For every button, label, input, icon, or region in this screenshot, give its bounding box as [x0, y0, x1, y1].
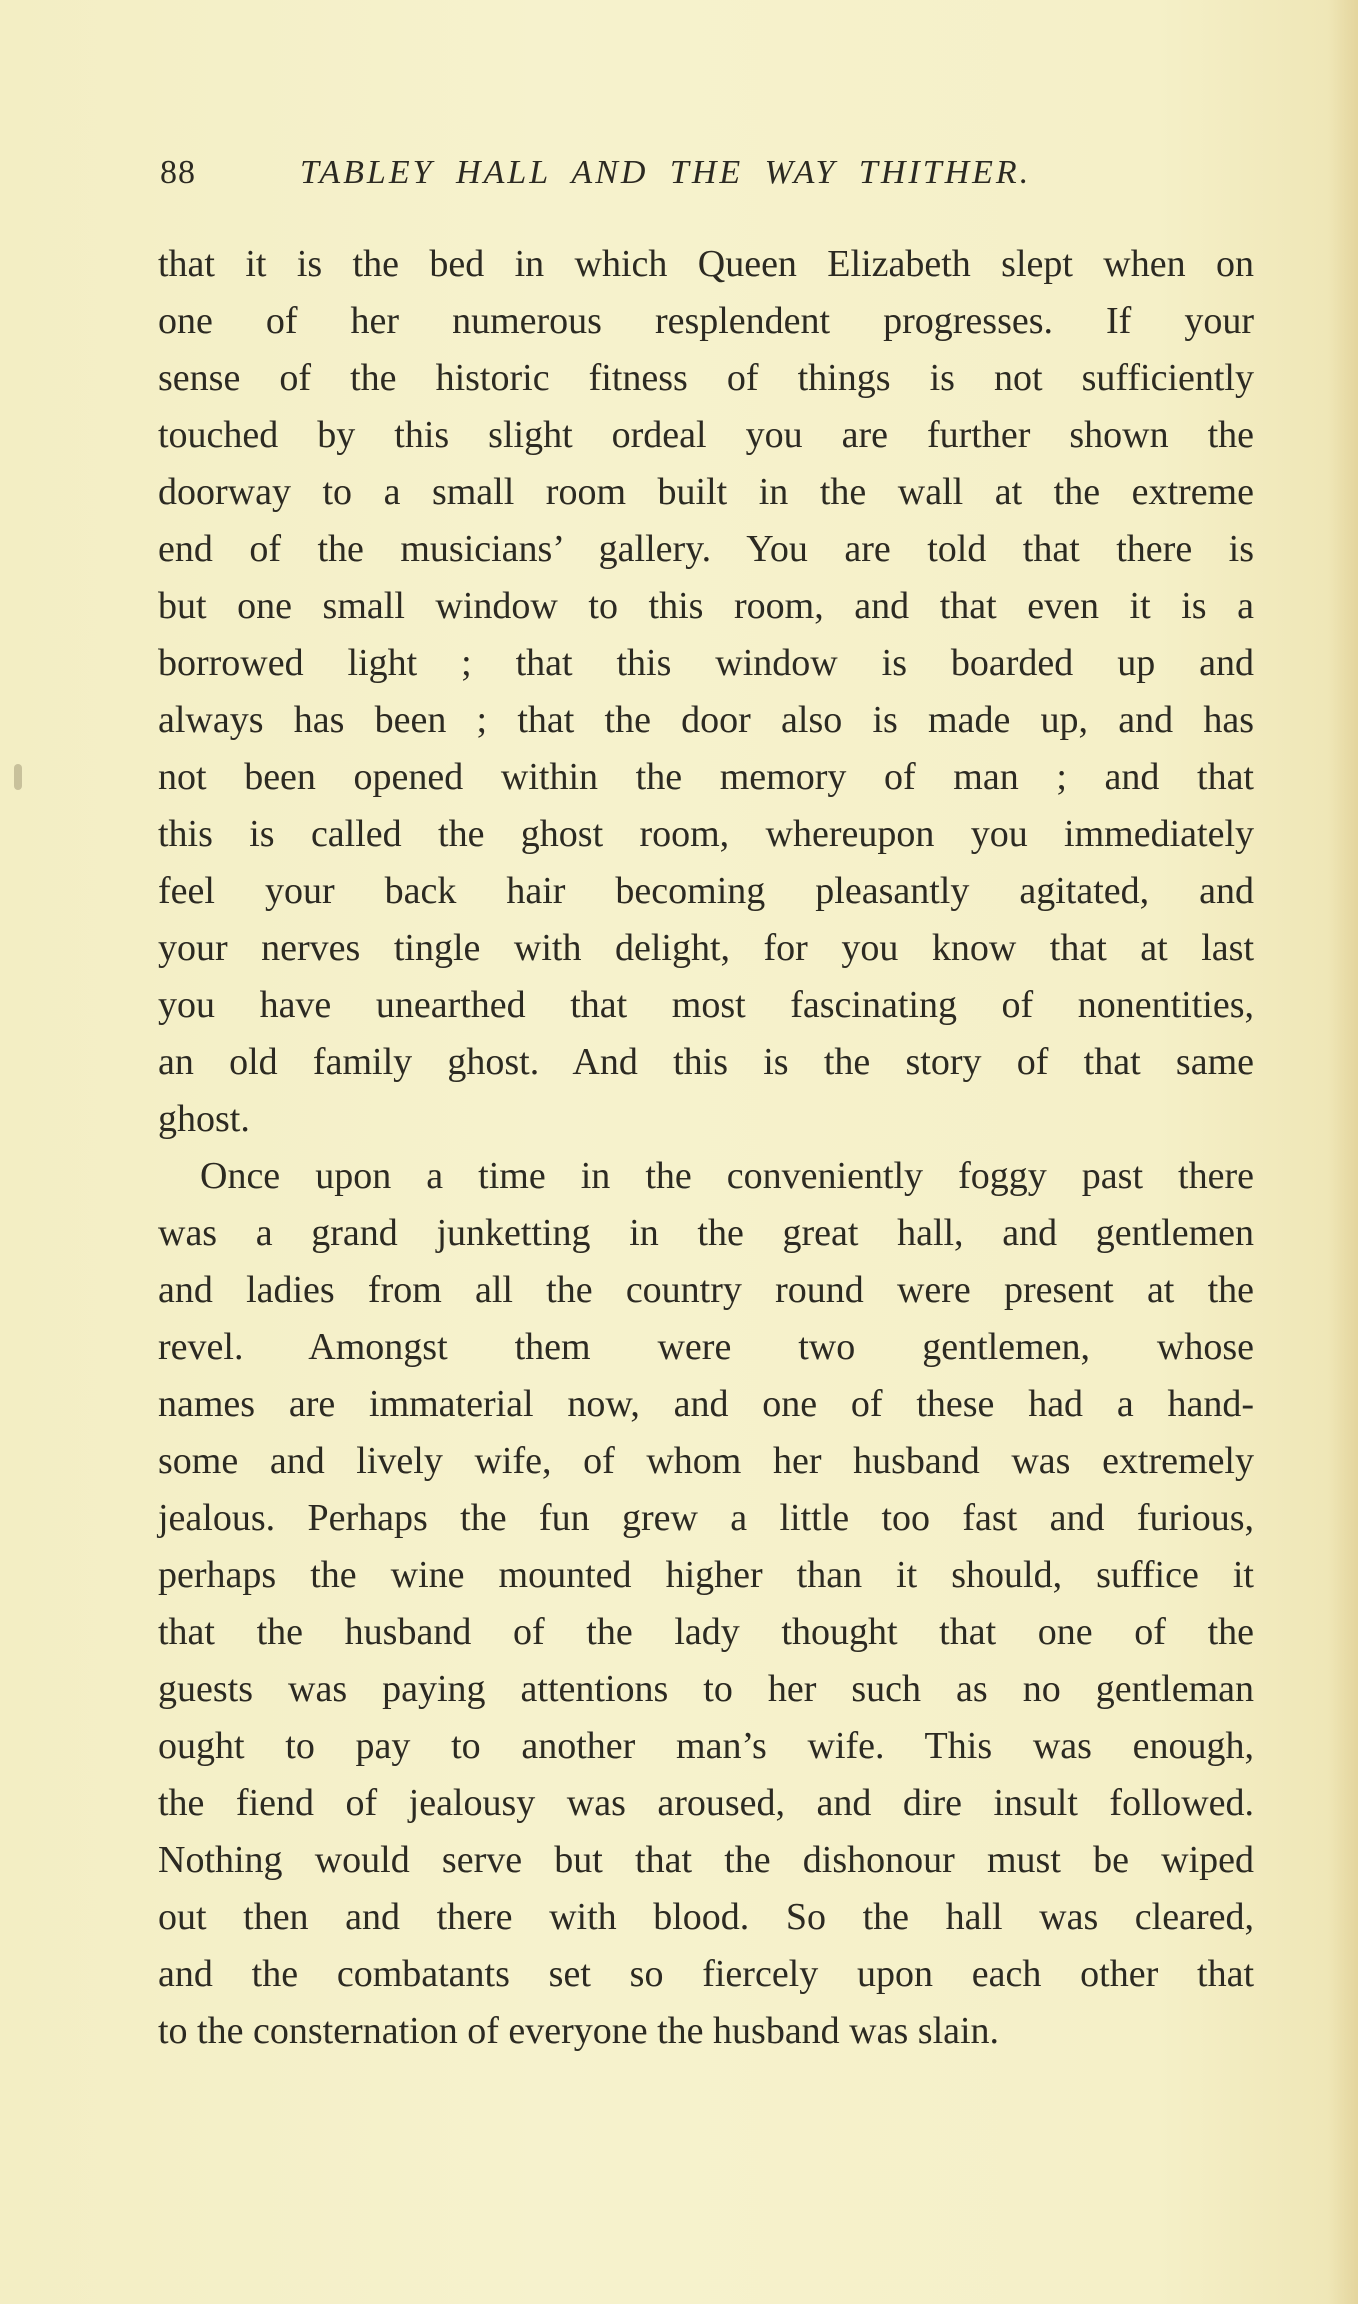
- text-line: Nothing would serve but that the dishonour must be wiped: [158, 1839, 1254, 1881]
- text-line: an old family ghost. And this is the story of that same: [158, 1041, 1254, 1083]
- text-line: jealous. Perhaps the fun grew a little too fast and furious,: [158, 1497, 1254, 1539]
- text-line: doorway to a small room built in the wall at the extreme: [158, 471, 1254, 513]
- text-line: one of her numerous resplendent progresses. If your: [158, 300, 1254, 342]
- running-head: TABLEY HALL AND THE WAY THITHER.: [300, 154, 1032, 191]
- text-line: borrowed light ; that this window is boarded up and: [158, 642, 1254, 684]
- text-line: names are immaterial now, and one of these had a hand-: [158, 1383, 1254, 1425]
- text-line: sense of the historic fitness of things is not sufficiently: [158, 357, 1254, 399]
- text-line: not been opened within the memory of man ; and that: [158, 756, 1254, 798]
- body-text: [158, 236, 1254, 2060]
- text-line: always has been ; that the door also is made up, and has: [158, 699, 1254, 741]
- text-line: was a grand junketting in the great hall, and gentlemen: [158, 1212, 1254, 1254]
- margin-smudge: [14, 764, 22, 790]
- text-line: you have unearthed that most fascinating of nonentities,: [158, 984, 1254, 1026]
- text-line: some and lively wife, of whom her husband was extremely: [158, 1440, 1254, 1482]
- text-line: guests was paying attentions to her such as no gentleman: [158, 1668, 1254, 1710]
- paragraph-start-line: Once upon a time in the conveniently foggy past there: [200, 1155, 1254, 1197]
- text-line: end of the musicians’ gallery. You are told that there is: [158, 528, 1254, 570]
- text-line: but one small window to this room, and that even it is a: [158, 585, 1254, 627]
- page-edge-shadow: [1328, 0, 1358, 2304]
- text-line: that it is the bed in which Queen Elizabeth slept when on: [158, 243, 1254, 285]
- text-line: touched by this slight ordeal you are further shown the: [158, 414, 1254, 456]
- page-header: [160, 154, 1260, 198]
- text-line: your nerves tingle with delight, for you know that at last: [158, 927, 1254, 969]
- paragraph-end-line: ghost.: [158, 1098, 250, 1140]
- text-line: to the consternation of everyone the husband was slain.: [158, 2010, 1000, 2052]
- text-line: perhaps the wine mounted higher than it should, suffice it: [158, 1554, 1254, 1596]
- text-line: and the combatants set so fiercely upon each other that: [158, 1953, 1254, 1995]
- text-line: out then and there with blood. So the hall was cleared,: [158, 1896, 1254, 1938]
- text-line: that the husband of the lady thought that one of the: [158, 1611, 1254, 1653]
- text-line: the fiend of jealousy was aroused, and dire insult followed.: [158, 1782, 1254, 1824]
- page-number: 88: [160, 154, 196, 191]
- text-line: this is called the ghost room, whereupon you immediately: [158, 813, 1254, 855]
- text-line: ought to pay to another man’s wife. This was enough,: [158, 1725, 1254, 1767]
- text-line: revel. Amongst them were two gentlemen, whose: [158, 1326, 1254, 1368]
- text-line: feel your back hair becoming pleasantly agitated, and: [158, 870, 1254, 912]
- text-line: and ladies from all the country round were present at the: [158, 1269, 1254, 1311]
